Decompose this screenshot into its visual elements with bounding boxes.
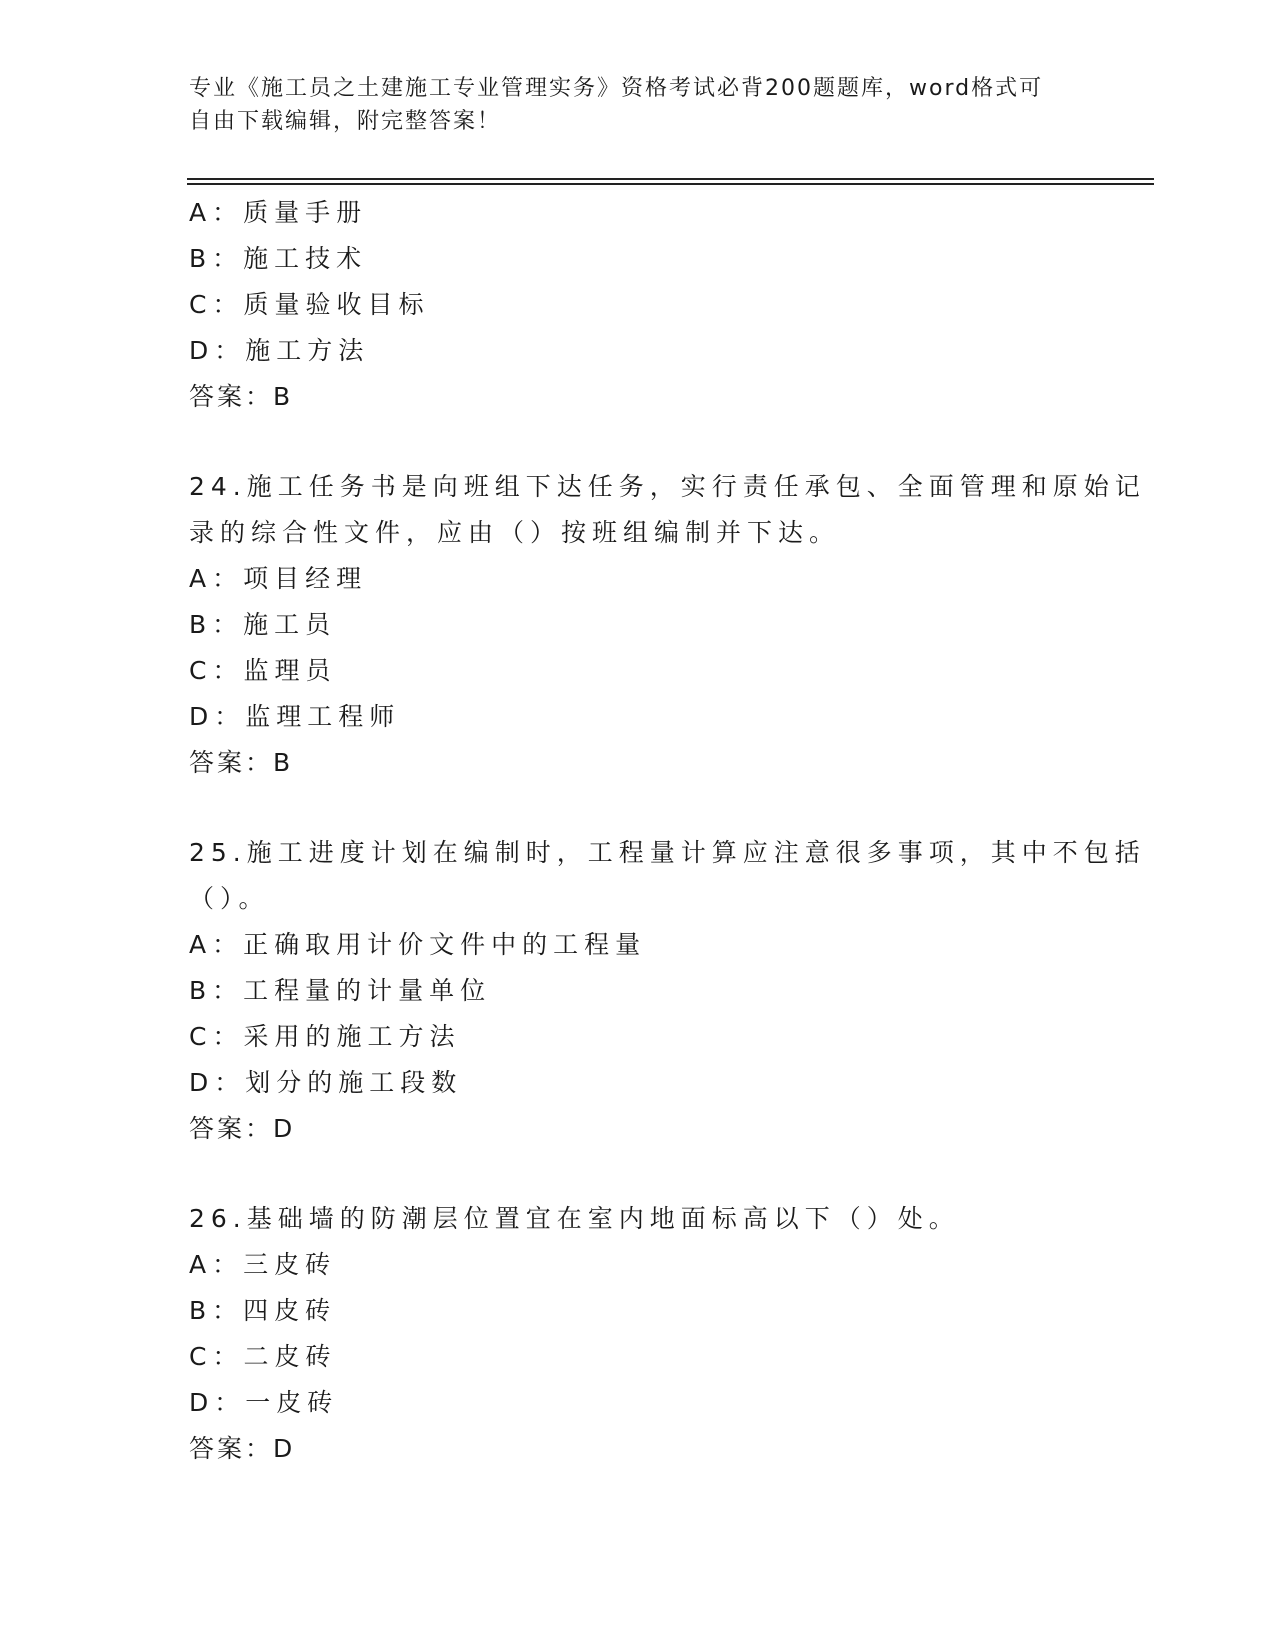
question-list: [189, 190, 1146, 1472]
option-a: A：项目经理: [189, 564, 368, 593]
question-text-line-2: （）。: [189, 884, 270, 913]
option-b: B：施工员: [189, 610, 337, 639]
option-d: D：一皮砖: [189, 1388, 339, 1417]
question-text-line-1: 25.施工进度计划在编制时，工程量计算应注意很多事项，其中不包括: [189, 838, 1146, 867]
question-text-line-2: 录的综合性文件，应由（）按班组编制并下达。: [189, 518, 841, 547]
option-d: D：监理工程师: [189, 702, 401, 731]
option-a: A：正确取用计价文件中的工程量: [189, 930, 647, 959]
question-26: [189, 1196, 1089, 1472]
question-25: [189, 830, 1146, 1152]
header-line-2: 自由下载编辑，附完整答案！: [189, 109, 502, 134]
option-a: A：三皮砖: [189, 1250, 337, 1279]
option-c: C：二皮砖: [189, 1342, 337, 1371]
option-c: C：质量验收目标: [189, 290, 430, 319]
option-c: C：监理员: [189, 656, 337, 685]
question-23: [189, 190, 1089, 420]
question-text-line-1: 26.基础墙的防潮层位置宜在室内地面标高以下（）处。: [189, 1204, 960, 1233]
option-d: D：划分的施工段数: [189, 1068, 463, 1097]
option-c: C：采用的施工方法: [189, 1022, 461, 1051]
option-d: D：施工方法: [189, 336, 370, 365]
option-b: B：施工技术: [189, 244, 368, 273]
header-divider-top: [187, 178, 1154, 180]
option-b: B：四皮砖: [189, 1296, 337, 1325]
answer: 答案：B: [189, 382, 294, 411]
option-b: B：工程量的计量单位: [189, 976, 492, 1005]
option-a: A：质量手册: [189, 198, 368, 227]
answer: 答案：D: [189, 1114, 296, 1143]
header-line-1: 专业《施工员之土建施工专业管理实务》资格考试必背200题题库，word格式可: [189, 76, 1044, 101]
answer: 答案：D: [189, 1434, 296, 1463]
question-24: [189, 464, 1146, 786]
header-divider-bottom: [187, 183, 1154, 185]
answer: 答案：B: [189, 748, 294, 777]
question-text-line-1: 24.施工任务书是向班组下达任务，实行责任承包、全面管理和原始记: [189, 472, 1146, 501]
document-header: [189, 72, 1089, 138]
